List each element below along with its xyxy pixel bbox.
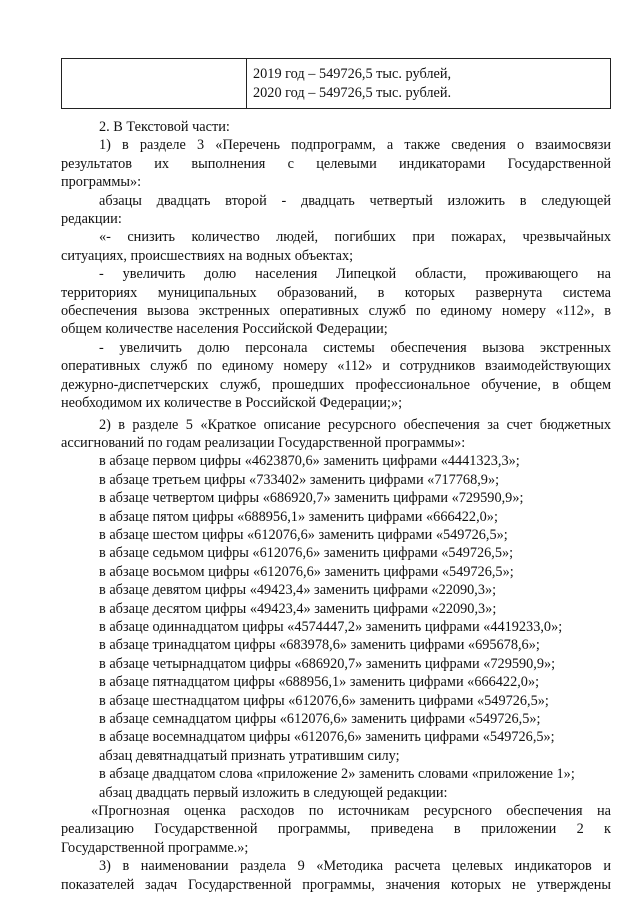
replacement-item: в абзаце тринадцатом цифры «683978,6» заменить цифрами «695678,6»; xyxy=(99,637,540,654)
replacement-item: в абзаце двадцатом слова «приложение 2» заменить словами «приложение 1»; xyxy=(99,766,575,783)
table-cell-funding xyxy=(247,59,611,109)
replacement-item: в абзаце семнадцатом цифры «612076,6» заменить цифрами «549726,5»; xyxy=(99,711,541,727)
section-heading: 2. В Текстовой части: xyxy=(99,119,230,135)
replacement-item: в абзаце четвертом цифры «686920,7» заменить цифрами «729590,9»; xyxy=(99,490,524,507)
replacement-item: абзац двадцать первый изложить в следующей редакции: xyxy=(99,784,448,801)
quoted-text-line: «- снизить количество людей, погибших при пожарах, чрезвычайных xyxy=(99,229,611,246)
replacement-item: в абзаце десятом цифры «49423,4» заменить цифрами «22090,3»; xyxy=(99,600,497,617)
quoted-text-line: общем количестве населения Российской Федерации; xyxy=(61,321,388,338)
quoted-text-line: - увеличить долю населения Липецкой области, проживающего на xyxy=(99,266,611,283)
quoted-text-line: необходимом их количестве в Российской Федерации;»; xyxy=(61,395,403,412)
item3-line: 3) в наименовании раздела 9 «Методика расчета целевых индикаторов и xyxy=(99,858,611,875)
replacement-item: в абзаце пятнадцатом цифры «688956,1» заменить цифрами «666422,0»; xyxy=(99,674,540,691)
replacement-item: в абзаце девятом цифры «49423,4» заменить цифрами «22090,3»; xyxy=(99,582,497,599)
replacement-item: в абзаце седьмом цифры «612076,6» заменить цифрами «549726,5»; xyxy=(99,545,514,562)
item2-line: ассигнований по годам реализации Государственной программы»: xyxy=(61,434,466,451)
quoted-text-line: - увеличить долю персонала системы обеспечения вызова экстренных xyxy=(99,339,611,356)
replacement-item: в абзаце одиннадцатом цифры «4574447,2» заменить цифрами «4419233,0»; xyxy=(99,618,563,635)
replacement-item: в абзаце четырнадцатом цифры «686920,7» заменить цифрами «729590,9»; xyxy=(99,655,556,672)
quoted-text-line: реализацию Государственной программы, приведена в приложении 2 к xyxy=(61,821,611,838)
funding-table-fragment xyxy=(61,58,611,109)
quoted-text-line: территориях муниципальных образований, в которых развернута система xyxy=(61,284,611,301)
replacement-item: в абзаце пятом цифры «688956,1» заменить цифрами «666422,0»; xyxy=(99,508,498,525)
replacement-item: в абзаце первом цифры «4623870,6» заменить цифрами «4441323,3»; xyxy=(99,453,520,470)
item1-line: программы»: xyxy=(61,174,142,191)
quoted-text-line: «Прогнозная оценка расходов по источникам ресурсного обеспечения на xyxy=(91,803,611,820)
replacement-item: в абзаце шестнадцатом цифры «612076,6» заменить цифрами «549726,5»; xyxy=(99,692,549,709)
quoted-text-line: ситуациях, происшествиях на водных объектах; xyxy=(61,247,354,264)
replacement-item: абзац девятнадцатый признать утратившим силу; xyxy=(99,747,400,764)
quoted-text-line: обеспечения вызова экстренных оперативных служб по единому номеру «112», в xyxy=(61,303,611,320)
quoted-text-line: Государственной программе.»; xyxy=(61,839,249,856)
replacement-item: в абзаце третьем цифры «733402» заменить цифрами «717768,9»; xyxy=(99,471,500,488)
replacement-item: в абзаце восьмом цифры «612076,6» заменить цифрами «549726,5»; xyxy=(99,563,514,580)
replacement-item: в абзаце восемнадцатом цифры «612076,6» заменить цифрами «549726,5»; xyxy=(99,729,555,746)
document-body xyxy=(61,118,611,894)
funding-2019: 2019 год – 549726,5 тыс. рублей, xyxy=(253,66,452,82)
item1-line: результатов их выполнения с целевыми индикаторами Государственной xyxy=(61,155,611,172)
quoted-text-line: дежурно-диспетчерских служб, прошедших профессиональное обучение, в общем xyxy=(61,376,611,393)
item1-line: 1) в разделе 3 «Перечень подпрограмм, а также сведения о взаимосвязи xyxy=(99,137,611,154)
item3-line: показателей задач Государственной программы, значения которых не утверждены xyxy=(61,876,611,893)
paragraphs-instruction: редакции: xyxy=(61,211,122,228)
paragraphs-instruction: абзацы двадцать второй - двадцать четвертый изложить в следующей xyxy=(99,192,611,209)
table-cell-empty xyxy=(62,59,247,109)
table-row xyxy=(62,59,611,109)
item2-line: 2) в разделе 5 «Краткое описание ресурсного обеспечения за счет бюджетных xyxy=(99,416,611,433)
replacement-item: в абзаце шестом цифры «612076,6» заменить цифрами «549726,5»; xyxy=(99,526,508,543)
funding-2020: 2020 год – 549726,5 тыс. рублей. xyxy=(253,85,452,101)
quoted-text-line: оперативных служб по единому номеру «112» и сотрудников взаимодействующих xyxy=(61,358,611,375)
